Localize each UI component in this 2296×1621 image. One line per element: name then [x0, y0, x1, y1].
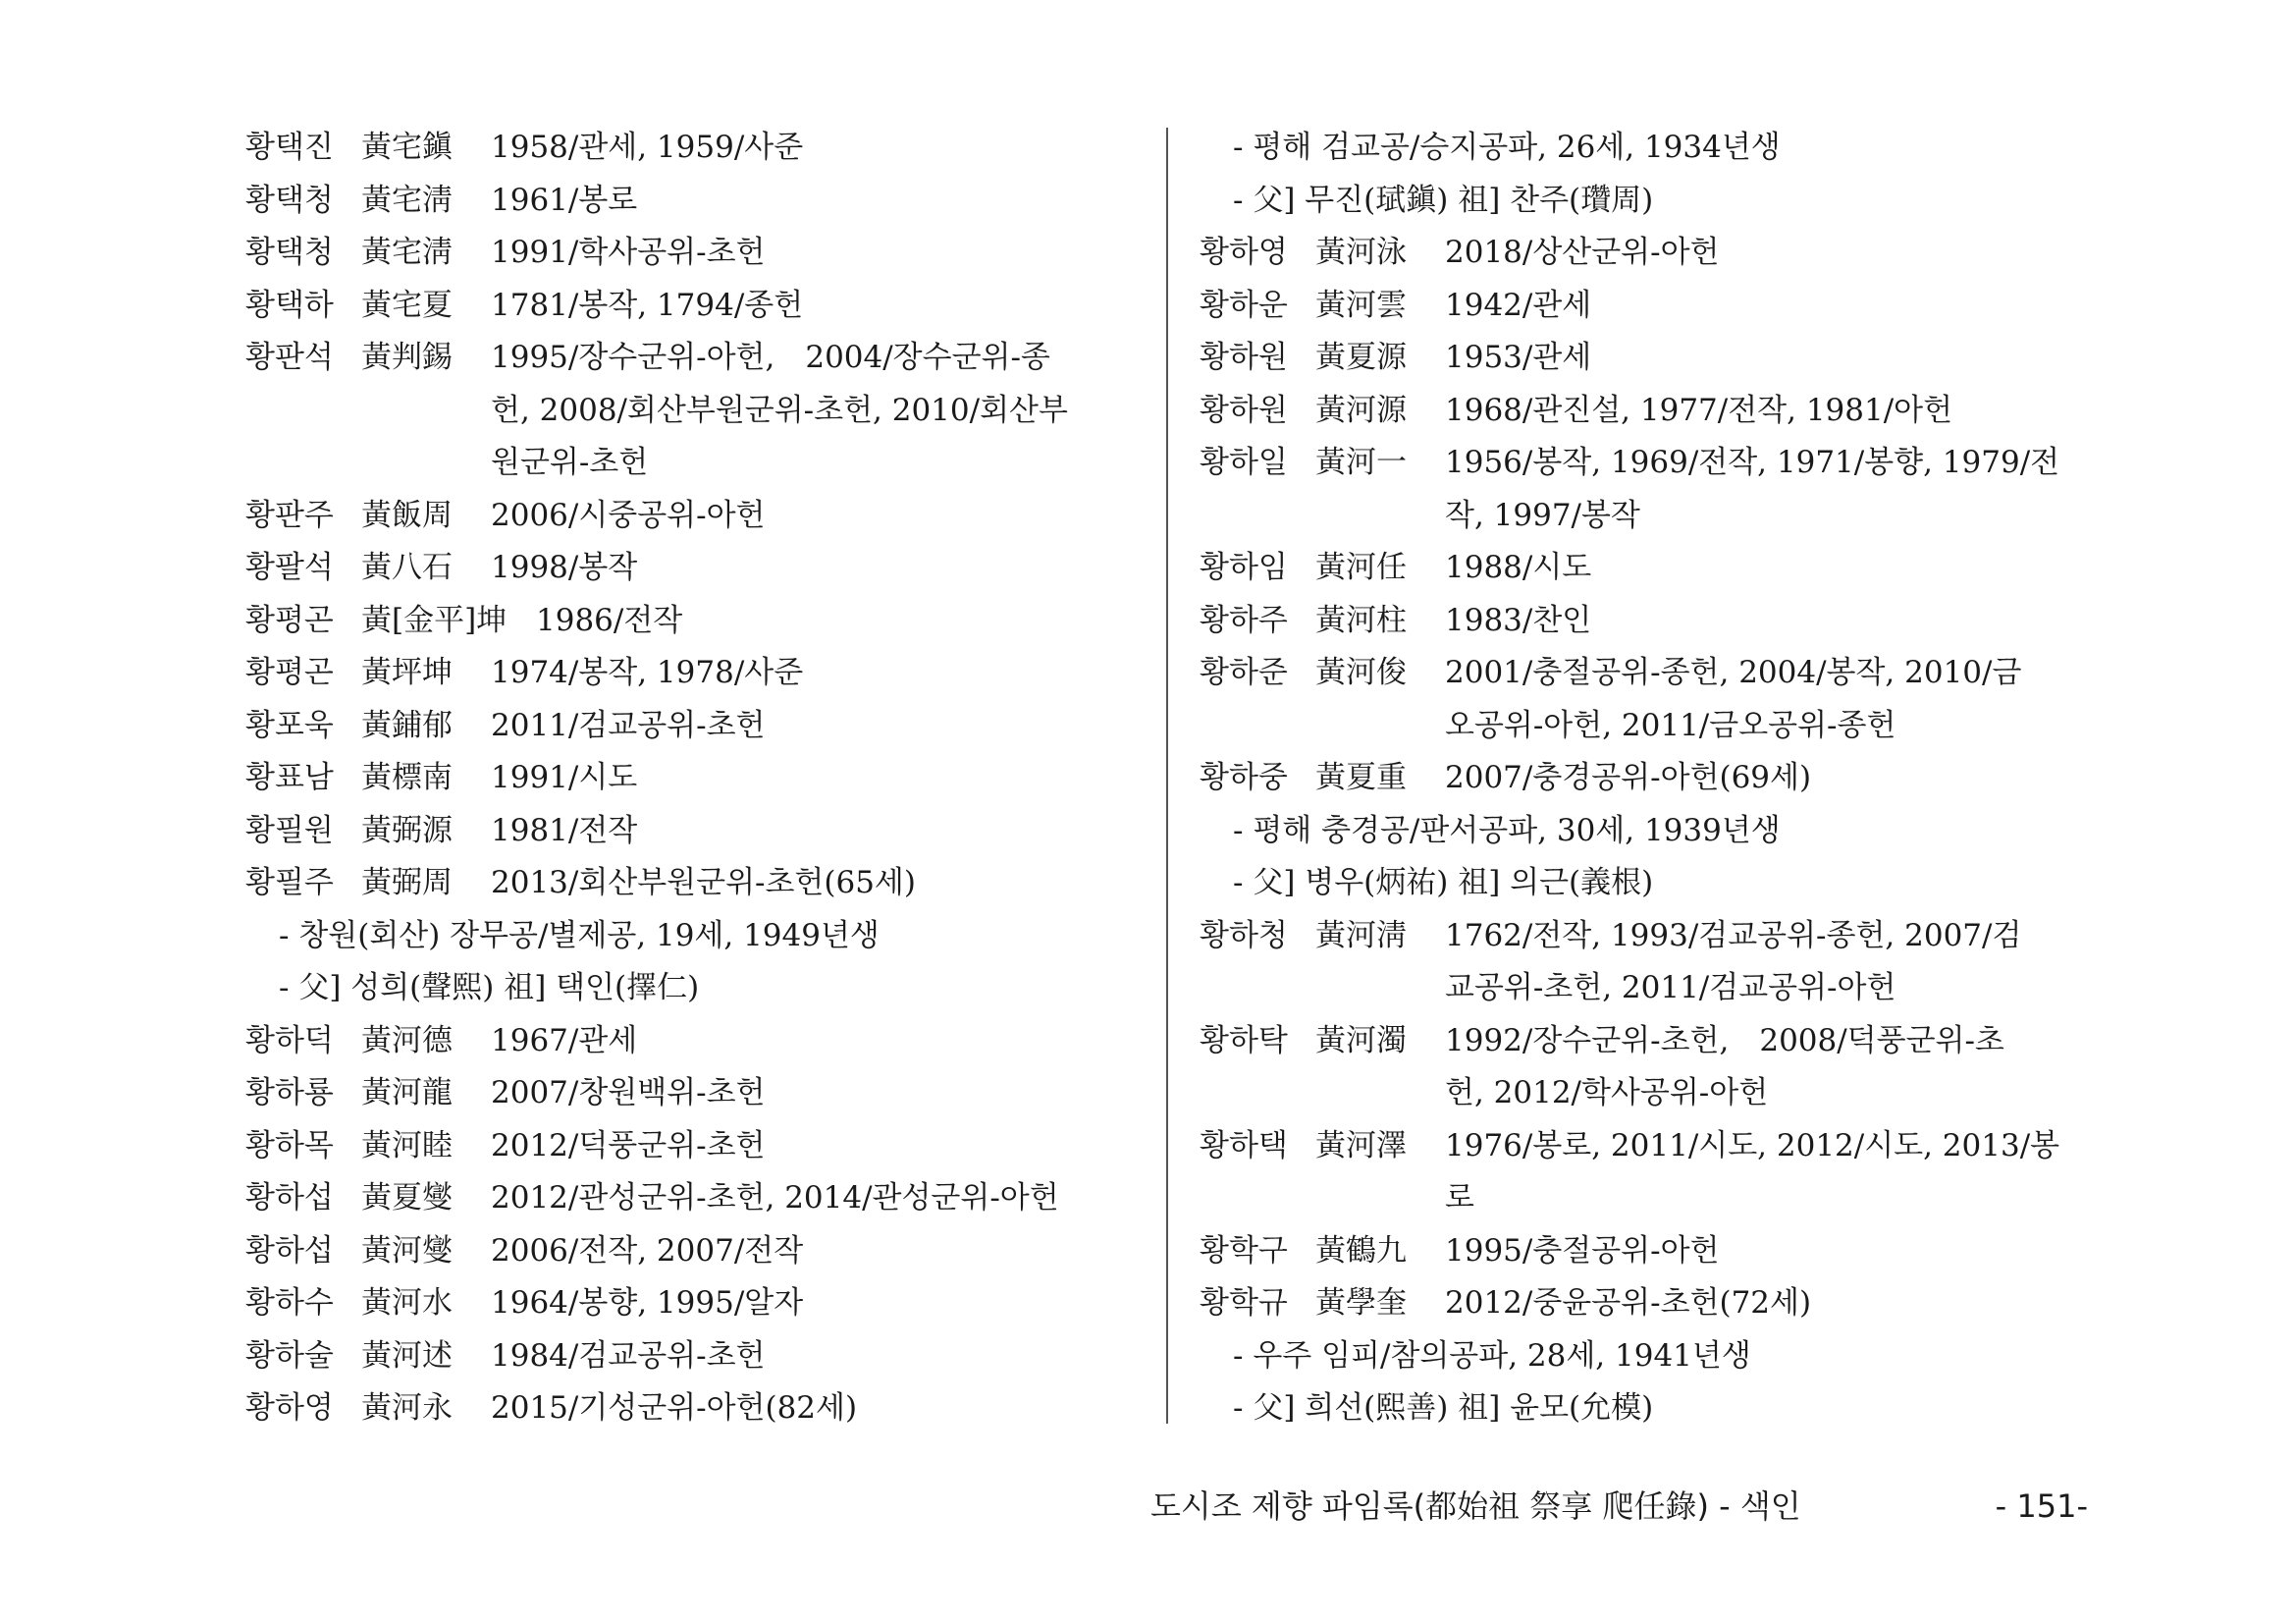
entry-line: 1781/봉작, 1794/종헌 [491, 287, 804, 323]
entry-line: 1991/시도 [491, 760, 638, 795]
entry-records [491, 1382, 1150, 1435]
entry-hanja: 黃夏源 [1315, 340, 1407, 375]
entry-line: 1961/봉로 [491, 182, 638, 218]
entry-hanja: 黃河泳 [1315, 235, 1407, 270]
lineage-note: - 평해 충경공/판서공파, 30세, 1939년생 [1233, 812, 1781, 848]
entry-hanja: 黃飯周 [361, 497, 453, 533]
entry-name: 황판석 [245, 340, 334, 375]
entry-hanja: 黃弼周 [361, 865, 453, 900]
entry-line: 2013/회산부원군위-초헌(65세) [491, 865, 916, 900]
entry-name: 황하수 [245, 1285, 334, 1321]
entry-name: 황필주 [245, 865, 334, 900]
entry-records [491, 1277, 1150, 1330]
entry-hanja: 黃弼源 [361, 812, 453, 848]
entry-hanja: 黃坪坤 [361, 655, 453, 690]
entry-name: 황포욱 [245, 707, 334, 743]
entry-line: 1976/봉로, 2011/시도, 2012/시도, 2013/봉 [1445, 1127, 2060, 1163]
entry-name: 황학구 [1200, 1232, 1288, 1269]
entry-hanja: 黃河澤 [1315, 1127, 1407, 1163]
entry-hanja: 黃標南 [361, 760, 453, 795]
entry-line: 2006/전작, 2007/전작 [491, 1232, 804, 1269]
entry-line: 1968/관진설, 1977/전작, 1981/아헌 [1445, 392, 1953, 428]
entry-records [491, 752, 1150, 805]
entry-line: 교공위-초헌, 2011/검교공위-아헌 [1445, 970, 1896, 1005]
index-entry [1200, 227, 2103, 280]
index-entry [245, 1225, 1158, 1278]
entry-name: 황하섭 [245, 1180, 334, 1216]
entry-line: 2007/창원백위-초헌 [491, 1075, 766, 1110]
entry-name: 황택진 [245, 130, 334, 165]
page-footer [1150, 1485, 2088, 1528]
entry-line: 원군위-초헌 [491, 445, 649, 480]
entry-name: 황하원 [1200, 392, 1288, 428]
column-divider [1166, 128, 1168, 1424]
entry-records [1445, 1225, 2095, 1278]
entry-name: 황하주 [1200, 602, 1288, 638]
index-entry [245, 122, 1158, 175]
index-entry [245, 1015, 1158, 1068]
entry-line: 1953/관세 [1445, 340, 1592, 375]
index-entry [1200, 542, 2103, 595]
index-entry [245, 280, 1158, 333]
entry-line: 1974/봉작, 1978/사준 [491, 655, 804, 690]
entry-hanja: 黃河雲 [1315, 287, 1407, 323]
index-entry [245, 1120, 1158, 1173]
entry-records [491, 1172, 1150, 1225]
lineage-note: - 父] 병우(炳祐) 祖] 의근(義根) [1233, 865, 1654, 900]
entry-line: 헌, 2008/회산부원군위-초헌, 2010/회산부 [491, 392, 1068, 428]
entry-line: 2006/시중공위-아헌 [491, 497, 766, 533]
lineage-note: - 父] 희선(熙善) 祖] 윤모(允模) [1233, 1390, 1654, 1426]
entry-line: 오공위-아헌, 2011/금오공위-종헌 [1445, 707, 1896, 743]
index-entry [245, 857, 1158, 910]
entry-line: 헌, 2012/학사공위-아헌 [1445, 1075, 1769, 1110]
entry-records [1445, 1120, 2095, 1225]
entry-name: 황하운 [1200, 287, 1288, 323]
lineage-note: - 창원(회산) 장무공/별제공, 19세, 1949년생 [279, 917, 880, 953]
entry-name: 황하섭 [245, 1232, 334, 1269]
entry-hanja: 黃宅淸 [361, 235, 453, 270]
entry-line: 1992/장수군위-초헌, 2008/덕풍군위-초 [1445, 1022, 2004, 1058]
entry-hanja: 黃八石 [361, 550, 453, 585]
entry-records [1445, 1277, 2095, 1330]
entry-records [491, 490, 1150, 543]
entry-name: 황하청 [1200, 917, 1288, 953]
entry-line: 2012/덕풍군위-초헌 [491, 1127, 766, 1163]
lineage-note: - 우주 임피/참의공파, 28세, 1941년생 [1233, 1337, 1751, 1374]
entry-records [491, 1330, 1150, 1383]
entry-name: 황학규 [1200, 1285, 1288, 1321]
index-entry [245, 175, 1158, 228]
entry-name: 황평곤 [245, 655, 334, 690]
entry-line: 1967/관세 [491, 1022, 638, 1058]
index-entry [245, 1382, 1158, 1435]
entry-line: 1956/봉작, 1969/전작, 1971/봉향, 1979/전 [1445, 445, 2060, 480]
entry-name: 황하준 [1200, 655, 1288, 690]
entry-line: 1995/장수군위-아헌, 2004/장수군위-종 [491, 340, 1050, 375]
entry-records [1445, 1015, 2095, 1120]
entry-records [491, 542, 1150, 595]
entry-records [1445, 385, 2095, 438]
entry-records [491, 1015, 1150, 1068]
index-entry [1200, 385, 2103, 438]
entry-records [491, 175, 1150, 228]
entry-name: 황하영 [245, 1390, 334, 1426]
entry-line: 1964/봉향, 1995/알자 [491, 1285, 804, 1321]
entry-records [491, 280, 1150, 333]
entry-hanja: 黃宅淸 [361, 182, 453, 218]
entry-name: 황하중 [1200, 760, 1288, 795]
entry-line: 2011/검교공위-초헌 [491, 707, 766, 743]
index-entry [245, 1172, 1158, 1225]
entry-name: 황필원 [245, 812, 334, 848]
entry-hanja: 黃宅鎭 [361, 130, 453, 165]
entry-hanja: 黃鶴九 [1315, 1232, 1407, 1269]
entry-line: 1942/관세 [1445, 287, 1592, 323]
entry-hanja: 黃判錫 [361, 340, 453, 375]
index-entry [1200, 595, 2103, 648]
entry-line: 로 [1445, 1180, 1474, 1216]
entry-hanja: 黃河永 [361, 1390, 453, 1426]
index-entry [245, 647, 1158, 700]
entry-hanja: 黃宅夏 [361, 287, 453, 323]
entry-line: 1988/시도 [1445, 550, 1592, 585]
entry-name: 황택청 [245, 235, 334, 270]
entry-hanja: 黃河源 [1315, 392, 1407, 428]
entry-hanja: 黃河燮 [361, 1232, 453, 1269]
entry-records [1445, 752, 2095, 805]
entry-line: 작, 1997/봉작 [1445, 497, 1640, 533]
entry-hanja: 黃河柱 [1315, 602, 1407, 638]
entry-records [491, 1120, 1150, 1173]
entry-records [491, 227, 1150, 280]
index-entry [245, 1277, 1158, 1330]
entry-name: 황판주 [245, 497, 334, 533]
entry-records [491, 647, 1150, 700]
lineage-note: - 평해 검교공/승지공파, 26세, 1934년생 [1233, 130, 1781, 165]
entry-name: 황하원 [1200, 340, 1288, 375]
index-entry [245, 700, 1158, 753]
entry-records [1445, 647, 2095, 752]
entry-records [491, 1067, 1150, 1120]
entry-hanja: 黃河濁 [1315, 1022, 1407, 1058]
entry-name: 황하목 [245, 1127, 334, 1163]
index-entry [1200, 1225, 2103, 1278]
entry-hanja: 黃學奎 [1315, 1285, 1407, 1321]
entry-name: 황하탁 [1200, 1022, 1288, 1058]
index-entry [245, 1330, 1158, 1383]
index-entry [1200, 752, 2103, 805]
entry-records [1445, 910, 2095, 1015]
entry-records [491, 700, 1150, 753]
entry-records [491, 122, 1150, 175]
entry-line: 2015/기성군위-아헌(82세) [491, 1390, 858, 1426]
index-entry [245, 805, 1158, 858]
index-entry [245, 332, 1158, 490]
index-entry [245, 542, 1158, 595]
entry-hanja: 黃河淸 [1315, 917, 1407, 953]
entry-name: 황하택 [1200, 1127, 1288, 1163]
entry-name: 황하덕 [245, 1022, 334, 1058]
entry-hanja: 黃河水 [361, 1285, 453, 1321]
entry-hanja: 黃[金平]坤 [361, 602, 507, 638]
index-entry [1200, 1277, 2103, 1330]
entry-hanja: 黃河德 [361, 1022, 453, 1058]
entry-records [1445, 332, 2095, 385]
entry-name: 황하영 [1200, 235, 1288, 270]
entry-line: 2012/관성군위-초헌, 2014/관성군위-아헌 [491, 1180, 1059, 1216]
index-entry [1200, 1120, 2103, 1225]
entry-records [491, 805, 1150, 858]
entry-records [1445, 595, 2095, 648]
entry-records [1445, 280, 2095, 333]
index-entry [245, 227, 1158, 280]
entry-hanja: 黃河俊 [1315, 655, 1407, 690]
entry-name: 황택청 [245, 182, 334, 218]
entry-hanja: 黃鋪郁 [361, 707, 453, 743]
entry-line: 2001/충절공위-종헌, 2004/봉작, 2010/금 [1445, 655, 2022, 690]
index-entry [1200, 647, 2103, 752]
entry-line: 2018/상산군위-아헌 [1445, 235, 1720, 270]
entry-records [491, 332, 1150, 490]
entry-line: 2012/중윤공위-초헌(72세) [1445, 1285, 1812, 1321]
entry-records [1445, 227, 2095, 280]
lineage-note: - 父] 성희(聲熙) 祖] 택인(擇仁) [279, 970, 700, 1005]
entry-line: 1984/검교공위-초헌 [491, 1337, 766, 1374]
entry-hanja: 黃夏重 [1315, 760, 1407, 795]
entry-hanja: 黃河龍 [361, 1075, 453, 1110]
index-entry [1200, 1015, 2103, 1120]
entry-name: 황하룡 [245, 1075, 334, 1110]
index-entry [1200, 910, 2103, 1015]
page-number: - 151- [1995, 1487, 2088, 1525]
entry-line: 1991/학사공위-초헌 [491, 235, 766, 270]
index-entry [245, 752, 1158, 805]
entry-records [491, 857, 1150, 910]
entry-line: 1981/전작 [491, 812, 638, 848]
entry-line: 1998/봉작 [491, 550, 638, 585]
index-entry [245, 595, 1158, 648]
entry-name: 황평곤 [245, 602, 334, 638]
index-entry [1200, 437, 2103, 542]
entry-line: 1958/관세, 1959/사준 [491, 130, 804, 165]
index-entry [245, 1067, 1158, 1120]
entry-line: 1986/전작 [536, 602, 683, 638]
right-column [1200, 122, 2103, 1435]
left-column [245, 122, 1158, 1435]
entry-name: 황팔석 [245, 550, 334, 585]
footer-title: 도시조 제향 파임록(都始祖 祭享 爬任錄) - 색인 [1150, 1487, 1801, 1525]
index-entry [245, 490, 1158, 543]
entry-records [1445, 437, 2095, 542]
entry-line: 2007/충경공위-아헌(69세) [1445, 760, 1812, 795]
entry-name: 황하술 [245, 1337, 334, 1374]
entry-line: 1995/충절공위-아헌 [1445, 1232, 1720, 1269]
entry-name: 황택하 [245, 287, 334, 323]
entry-records [491, 1225, 1150, 1278]
entry-records [536, 595, 1196, 648]
entry-hanja: 黃河一 [1315, 445, 1407, 480]
entry-records [1445, 542, 2095, 595]
entry-line: 1983/찬인 [1445, 602, 1592, 638]
entry-hanja: 黃河任 [1315, 550, 1407, 585]
entry-hanja: 黃夏燮 [361, 1180, 453, 1216]
index-entry [1200, 332, 2103, 385]
entry-name: 황하임 [1200, 550, 1288, 585]
index-entry [1200, 280, 2103, 333]
entry-line: 1762/전작, 1993/검교공위-종헌, 2007/검 [1445, 917, 2022, 953]
entry-name: 황표남 [245, 760, 334, 795]
lineage-note: - 父] 무진(珷鎭) 祖] 찬주(瓚周) [1233, 182, 1654, 218]
entry-hanja: 黃河述 [361, 1337, 453, 1374]
entry-name: 황하일 [1200, 445, 1288, 480]
entry-hanja: 黃河睦 [361, 1127, 453, 1163]
